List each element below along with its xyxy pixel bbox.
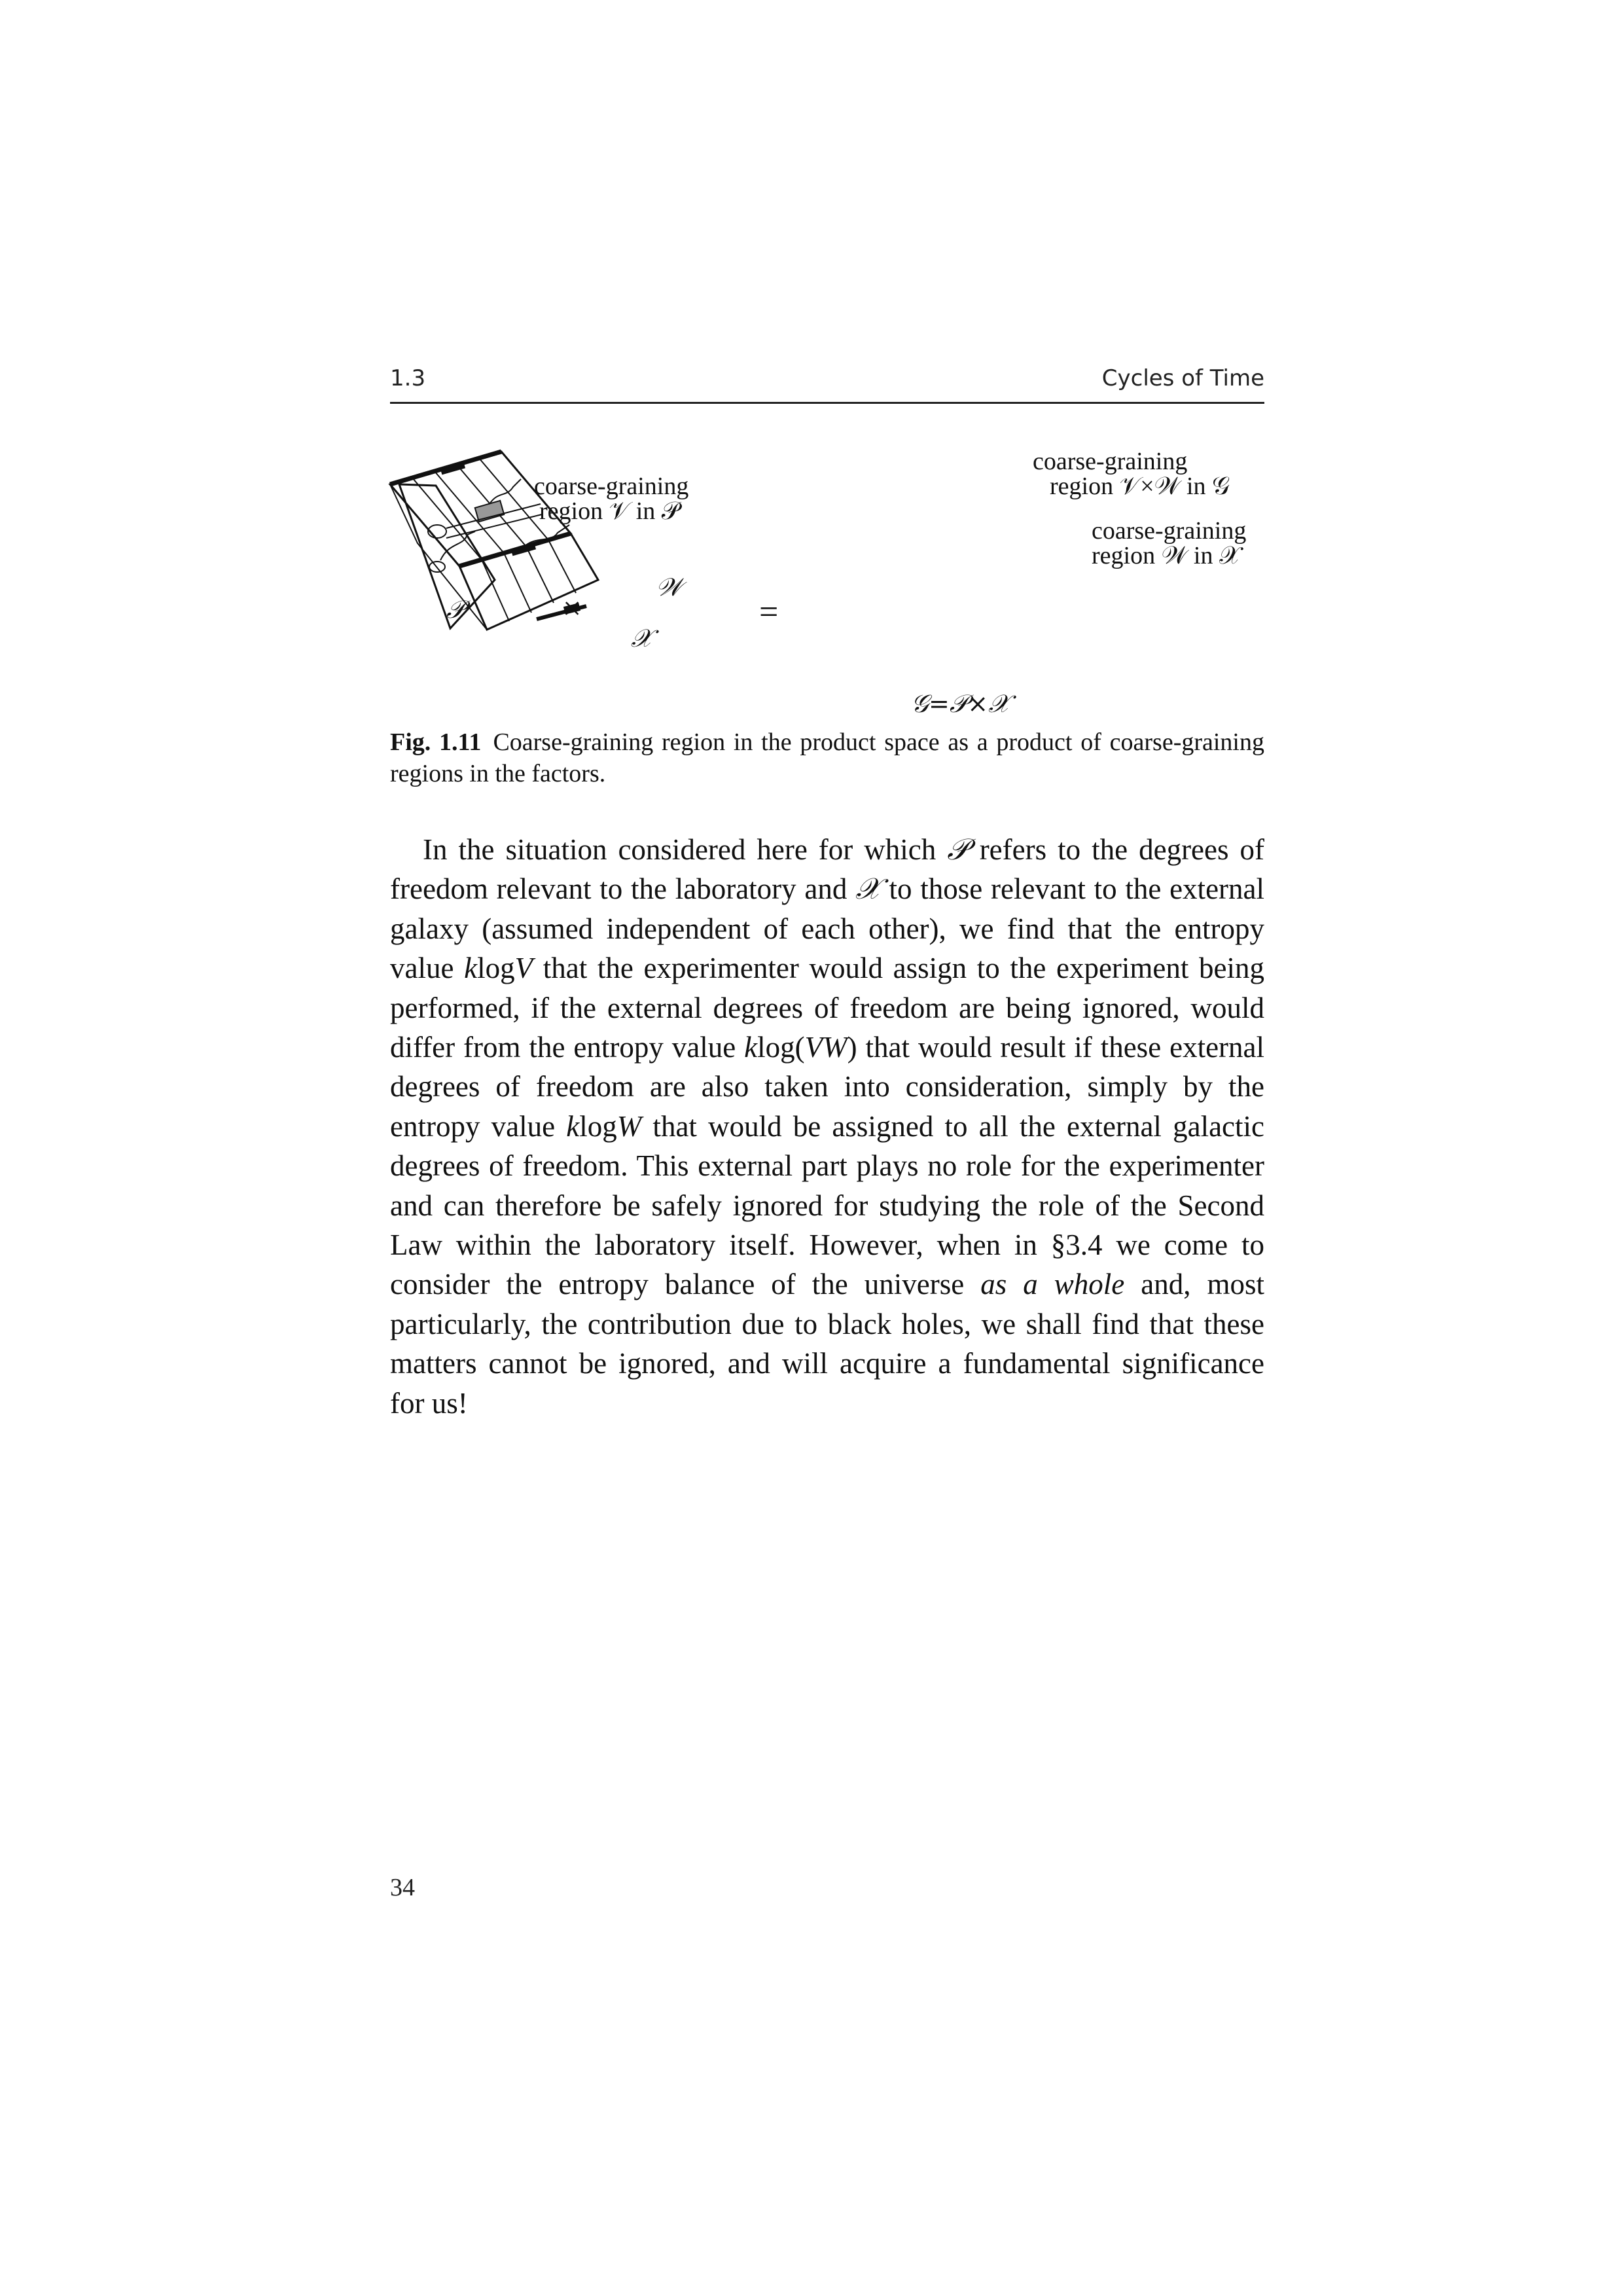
formula-k-3: k <box>566 1109 580 1143</box>
formula-close: ) <box>847 1031 857 1064</box>
symbol-x-inline: 𝒳 <box>855 871 881 906</box>
figure-caption <box>390 726 1264 789</box>
figure-1-11 <box>390 432 1264 720</box>
body-paragraph <box>390 830 1264 1423</box>
body-text-2: refers to the degrees of freedom relevant to the laboratory and <box>390 833 1264 906</box>
label-region-v-line2: region 𝒱 in 𝒫 <box>539 497 680 525</box>
formula-log-3: log <box>579 1109 617 1143</box>
caption-text: Coarse-graining region in the product space as a product of coarse-graining regions in the factors. <box>390 728 1264 787</box>
label-region-vw-line1: coarse-graining <box>1033 448 1188 475</box>
slice-2b <box>504 553 531 613</box>
body-text-6: that would be assigned to all the external galactic degrees of freedom. This external part plays no role for the experimenter and can therefore be safely ignored for studying the role of the Second Law within the laboratory itself. However, when in §3.4 we come to consider the entropy balance of the universe <box>390 1109 1264 1301</box>
label-region-v-line1: coarse-graining <box>534 473 689 500</box>
symbol-p-inline: 𝒫 <box>947 832 969 867</box>
times-sign: × <box>563 590 582 626</box>
slice-3b <box>526 547 554 603</box>
label-region-w-line1: coarse-graining <box>1092 517 1247 545</box>
slice-4b <box>548 540 576 593</box>
formula-log-1: log <box>477 952 515 985</box>
formula-w: W <box>616 1109 642 1143</box>
formula-k-1: k <box>464 952 478 985</box>
emphasis-as-a-whole: as a whole <box>980 1268 1125 1301</box>
label-region-vw <box>1033 449 1230 499</box>
equals-sign: = <box>759 594 779 631</box>
label-region-w-line2: region 𝒲 in 𝒳 <box>1092 542 1241 569</box>
formula-log-2: log( <box>757 1031 805 1064</box>
section-number: 1.3 <box>390 365 426 391</box>
box-left-face <box>390 484 487 630</box>
body-text-4: that the experimenter would assign to the experiment being performed, if the external degrees of freedom are being ignored, would differ from the entropy value <box>390 952 1264 1064</box>
pointer-vw <box>490 479 521 504</box>
formula-v: V <box>514 952 533 985</box>
body-text-3: to those relevant to the external galaxy (assumed independent of each other), we find that the entropy value <box>390 872 1264 985</box>
symbol-x: 𝒳 <box>631 624 652 653</box>
body-text-7: and, most particularly, the contribution due to black holes, we shall find that these matters cannot be ignored, and will acquire a fundamental significance for us! <box>390 1268 1264 1420</box>
label-region-vw-line2: region 𝒱×𝒲 in 𝒢 <box>1050 473 1230 500</box>
symbol-p: 𝒫 <box>446 595 465 624</box>
slice-1 <box>412 478 482 560</box>
caption-number: Fig. 1.11 <box>390 728 482 756</box>
product-formula: 𝒢=𝒫×𝒳 <box>911 689 1010 718</box>
book-title: Cycles of Time <box>1101 365 1264 391</box>
label-region-v <box>534 474 688 524</box>
label-region-w <box>1092 518 1246 568</box>
body-text-1: In the situation considered here for which <box>423 833 948 866</box>
page-number: 34 <box>390 1874 415 1901</box>
running-head <box>390 361 1264 404</box>
formula-k-2: k <box>744 1031 758 1064</box>
formula-vw: VW <box>804 1031 847 1064</box>
symbol-w: 𝒲 <box>656 573 682 601</box>
body-text-5: that would result if these external degrees of freedom are also taken into consideration, simply by the entropy value <box>390 1031 1265 1143</box>
